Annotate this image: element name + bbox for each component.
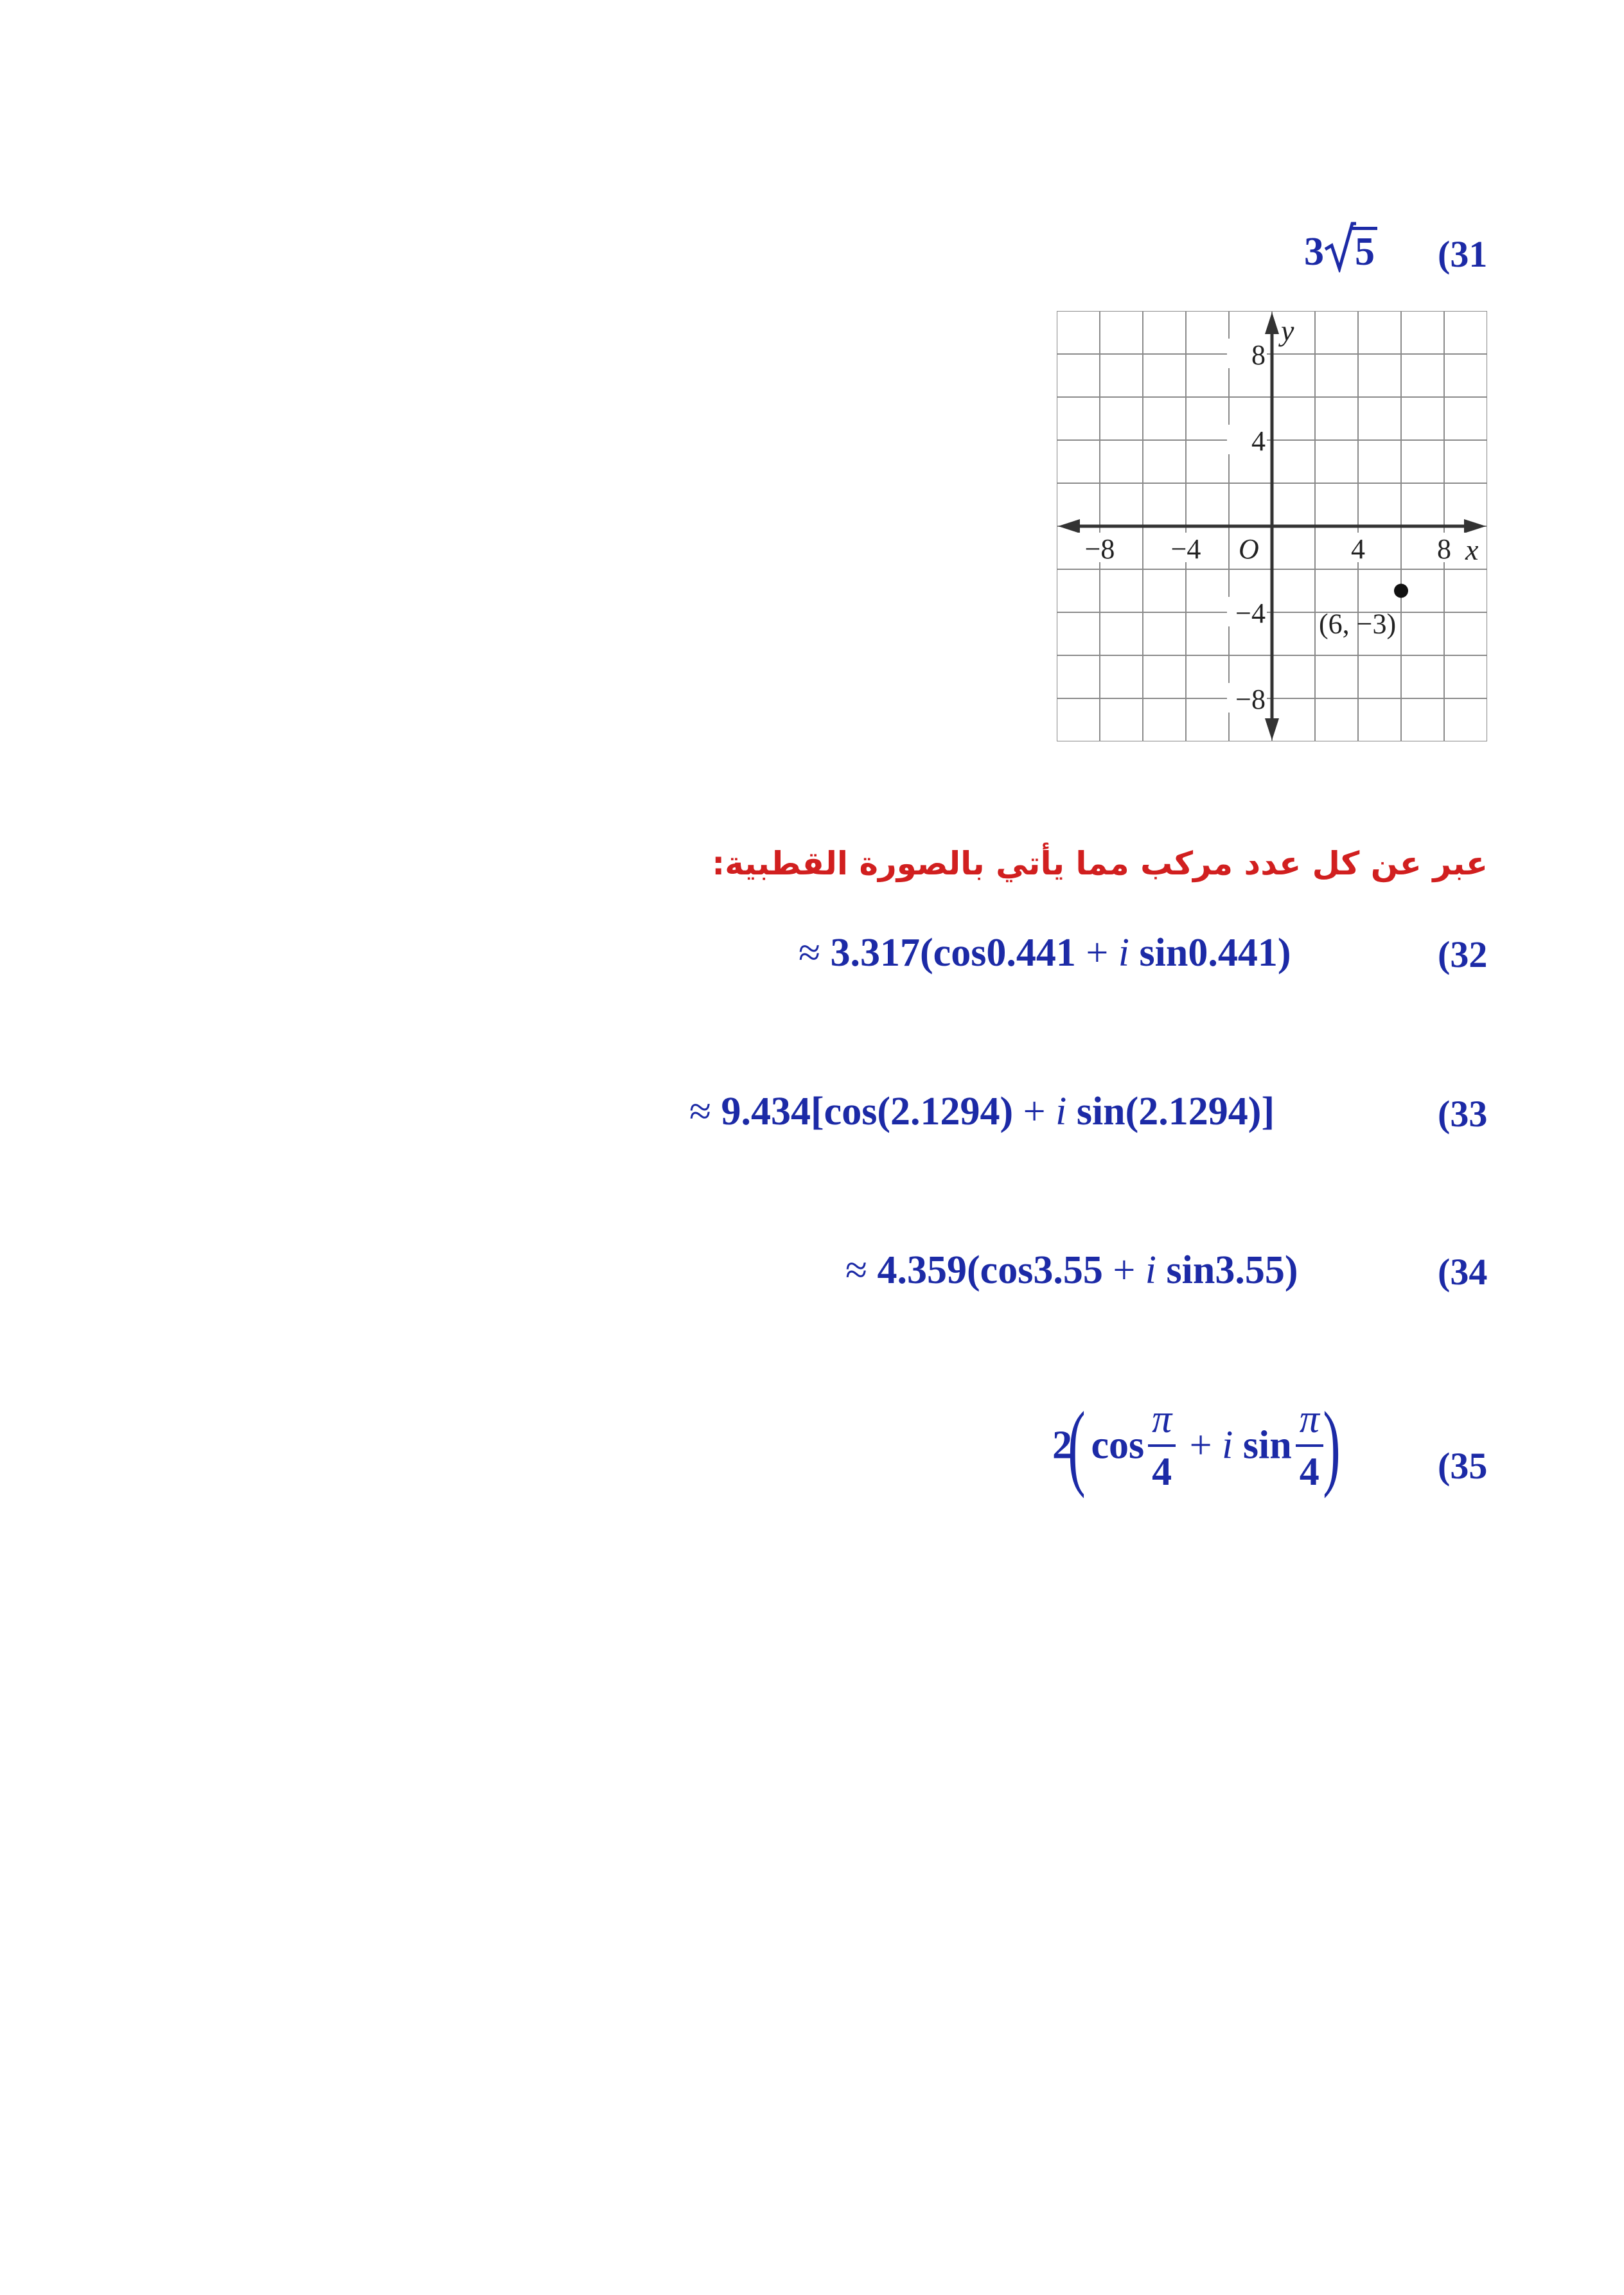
- radicand: 5: [1352, 227, 1377, 274]
- fraction-pi-over-4: [1148, 1399, 1176, 1492]
- plus-sign: +: [1023, 1090, 1046, 1133]
- fraction-denominator: 4: [1296, 1444, 1323, 1492]
- sin-term: sin: [1139, 931, 1188, 975]
- approx-sign: ≈: [799, 931, 821, 975]
- modulus: 9.434: [721, 1090, 811, 1133]
- problem-32-answer: [799, 930, 1291, 976]
- approx-sign: ≈: [845, 1248, 868, 1292]
- axis-arrow-icon: [1265, 312, 1279, 334]
- cos-term: [cos(2.1294): [811, 1090, 1014, 1133]
- angle: 0.441): [1188, 931, 1291, 975]
- y-tick-label: 8: [1251, 339, 1266, 371]
- y-tick-label: 4: [1251, 425, 1266, 457]
- axis-arrow-icon: [1265, 718, 1279, 740]
- cos-term: (cos: [967, 1248, 1034, 1292]
- fraction-pi-over-4: [1296, 1399, 1323, 1492]
- problem-33-answer: [689, 1089, 1275, 1135]
- answer-coefficient: 3: [1304, 230, 1324, 274]
- y-axis-label: y: [1281, 314, 1294, 347]
- right-paren: ): [1323, 1392, 1341, 1499]
- problem-34-answer: [845, 1248, 1298, 1293]
- coordinate-graph: [1057, 311, 1487, 741]
- imaginary-unit: i: [1118, 931, 1130, 975]
- imaginary-unit: i: [1222, 1423, 1233, 1467]
- x-axis-label: x: [1465, 533, 1479, 566]
- approx-sign: ≈: [689, 1090, 712, 1133]
- problem-34-number: (34: [1438, 1251, 1488, 1293]
- plus-sign: +: [1113, 1248, 1136, 1292]
- coefficient: 2: [1052, 1423, 1072, 1467]
- left-paren: (: [1068, 1392, 1086, 1499]
- imaginary-unit: i: [1055, 1090, 1067, 1133]
- origin-label: O: [1239, 533, 1259, 565]
- plus-sign: +: [1086, 931, 1109, 975]
- cos-term: cos: [1091, 1423, 1145, 1467]
- axis-arrow-icon: [1058, 519, 1080, 533]
- sin-term: sin: [1242, 1423, 1292, 1467]
- axis-arrow-icon: [1464, 519, 1486, 533]
- sin-term: sin(2.1294)]: [1076, 1090, 1275, 1133]
- point-label: (6, −3): [1319, 608, 1397, 640]
- fraction-numerator: π: [1152, 1397, 1172, 1441]
- plotted-point: [1394, 584, 1408, 598]
- instruction-text: عبر عن كل عدد مركب مما يأتي بالصورة القطبية:: [712, 845, 1488, 882]
- problem-31-answer: [1304, 221, 1377, 275]
- problem-33-number: (33: [1438, 1093, 1488, 1135]
- fraction-denominator: 4: [1148, 1444, 1176, 1492]
- graph-axes: [1058, 312, 1486, 740]
- angle: 3.55: [1033, 1248, 1103, 1292]
- modulus: 3.317: [830, 931, 921, 975]
- problem-32-number: (32: [1438, 934, 1488, 975]
- sin-term: sin: [1166, 1248, 1215, 1292]
- y-tick-label: −4: [1235, 598, 1266, 629]
- modulus: 4.359: [877, 1248, 967, 1292]
- plus-sign: +: [1189, 1423, 1212, 1467]
- y-tick-label: −8: [1235, 684, 1266, 715]
- x-tick-label: −4: [1170, 533, 1201, 565]
- problem-35-number: (35: [1438, 1445, 1488, 1487]
- problem-35-answer: [1052, 1392, 1341, 1499]
- angle: 3.55): [1215, 1248, 1298, 1292]
- angle: 0.441: [986, 931, 1076, 975]
- radical-sign-icon: [1324, 221, 1356, 272]
- x-tick-label: 8: [1437, 533, 1451, 565]
- imaginary-unit: i: [1145, 1248, 1157, 1292]
- problem-31-number: (31: [1438, 233, 1488, 275]
- x-tick-label: 4: [1351, 533, 1365, 565]
- fraction-numerator: π: [1299, 1397, 1320, 1441]
- x-tick-label: −8: [1084, 533, 1115, 565]
- cos-term: (cos: [920, 931, 987, 975]
